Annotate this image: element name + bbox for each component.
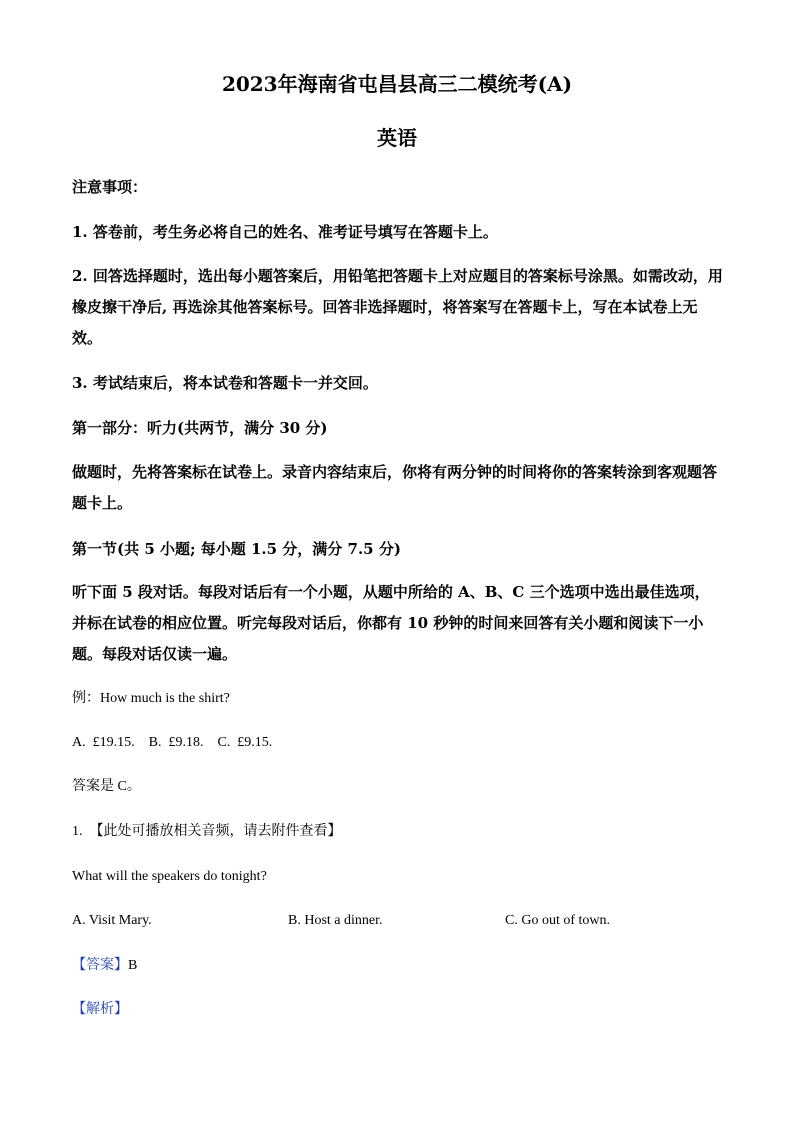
- page-title: 2023年海南省屯昌县高三二模统考(A): [221, 72, 573, 96]
- part1-instruction: 做题时，先将答案标在试卷上。录音内容结束后，你将有两分钟的时间将你的答案转涂到客观题答题卡上。: [72, 463, 718, 512]
- example-options: A. £19.15. B. £9.18. C. £9.15.: [72, 735, 273, 750]
- note-item-3: 3. 考试结束后，将本试卷和答题卡一并交回。: [72, 374, 378, 392]
- option-b: B. Host a dinner.: [288, 913, 383, 928]
- option-a: A. Visit Mary.: [72, 913, 152, 928]
- question-number: 1.: [72, 824, 83, 839]
- answer-tag: 【答案】: [72, 958, 128, 973]
- note-item-2: 2. 回答选择题时，选出每小题答案后，用铅笔把答题卡上对应题目的答案标号涂黑。如需改动，用橡皮擦干净后, 再选涂其他答案标号。回答非选择题时，将答案写在答题卡上，写在本试卷上无效。: [72, 267, 723, 347]
- note-item-1: 1. 答卷前，考生务必将自己的姓名、准考证号填写在答题卡上。: [72, 223, 498, 241]
- subject-title: 英语: [377, 126, 417, 150]
- answer-value: B: [128, 958, 138, 973]
- question-1-header: [72, 821, 724, 843]
- analysis-line: [72, 999, 724, 1021]
- example-question: 例：How much is the shirt?: [72, 691, 230, 706]
- notes-heading: 注意事项：: [72, 178, 148, 196]
- section1-heading: 第一节(共 5 小题; 每小题 1.5 分，满分 7.5 分): [72, 540, 401, 558]
- section1-instruction: 听下面 5 段对话。每段对话后有一个小题，从题中所给的 A、B、C 三个选项中选出最佳选项，并标在试卷的相应位置。听完每段对话后，你都有 10 秒钟的时间来回答有关小题和阅读下一小题。每段对话仅读一遍。: [72, 583, 710, 663]
- part1-heading: 第一部分：听力(共两节，满分 30 分): [72, 419, 328, 437]
- analysis-tag: 【解析】: [72, 1002, 128, 1017]
- answer-line: [72, 955, 724, 977]
- example-answer: 答案是 C。: [72, 779, 141, 794]
- question-1-text: What will the speakers do tonight?: [72, 869, 267, 884]
- audio-note: 【此处可播放相关音频，请去附件查看】: [89, 824, 342, 839]
- question-1-options: [72, 910, 724, 932]
- option-c: C. Go out of town.: [505, 913, 610, 928]
